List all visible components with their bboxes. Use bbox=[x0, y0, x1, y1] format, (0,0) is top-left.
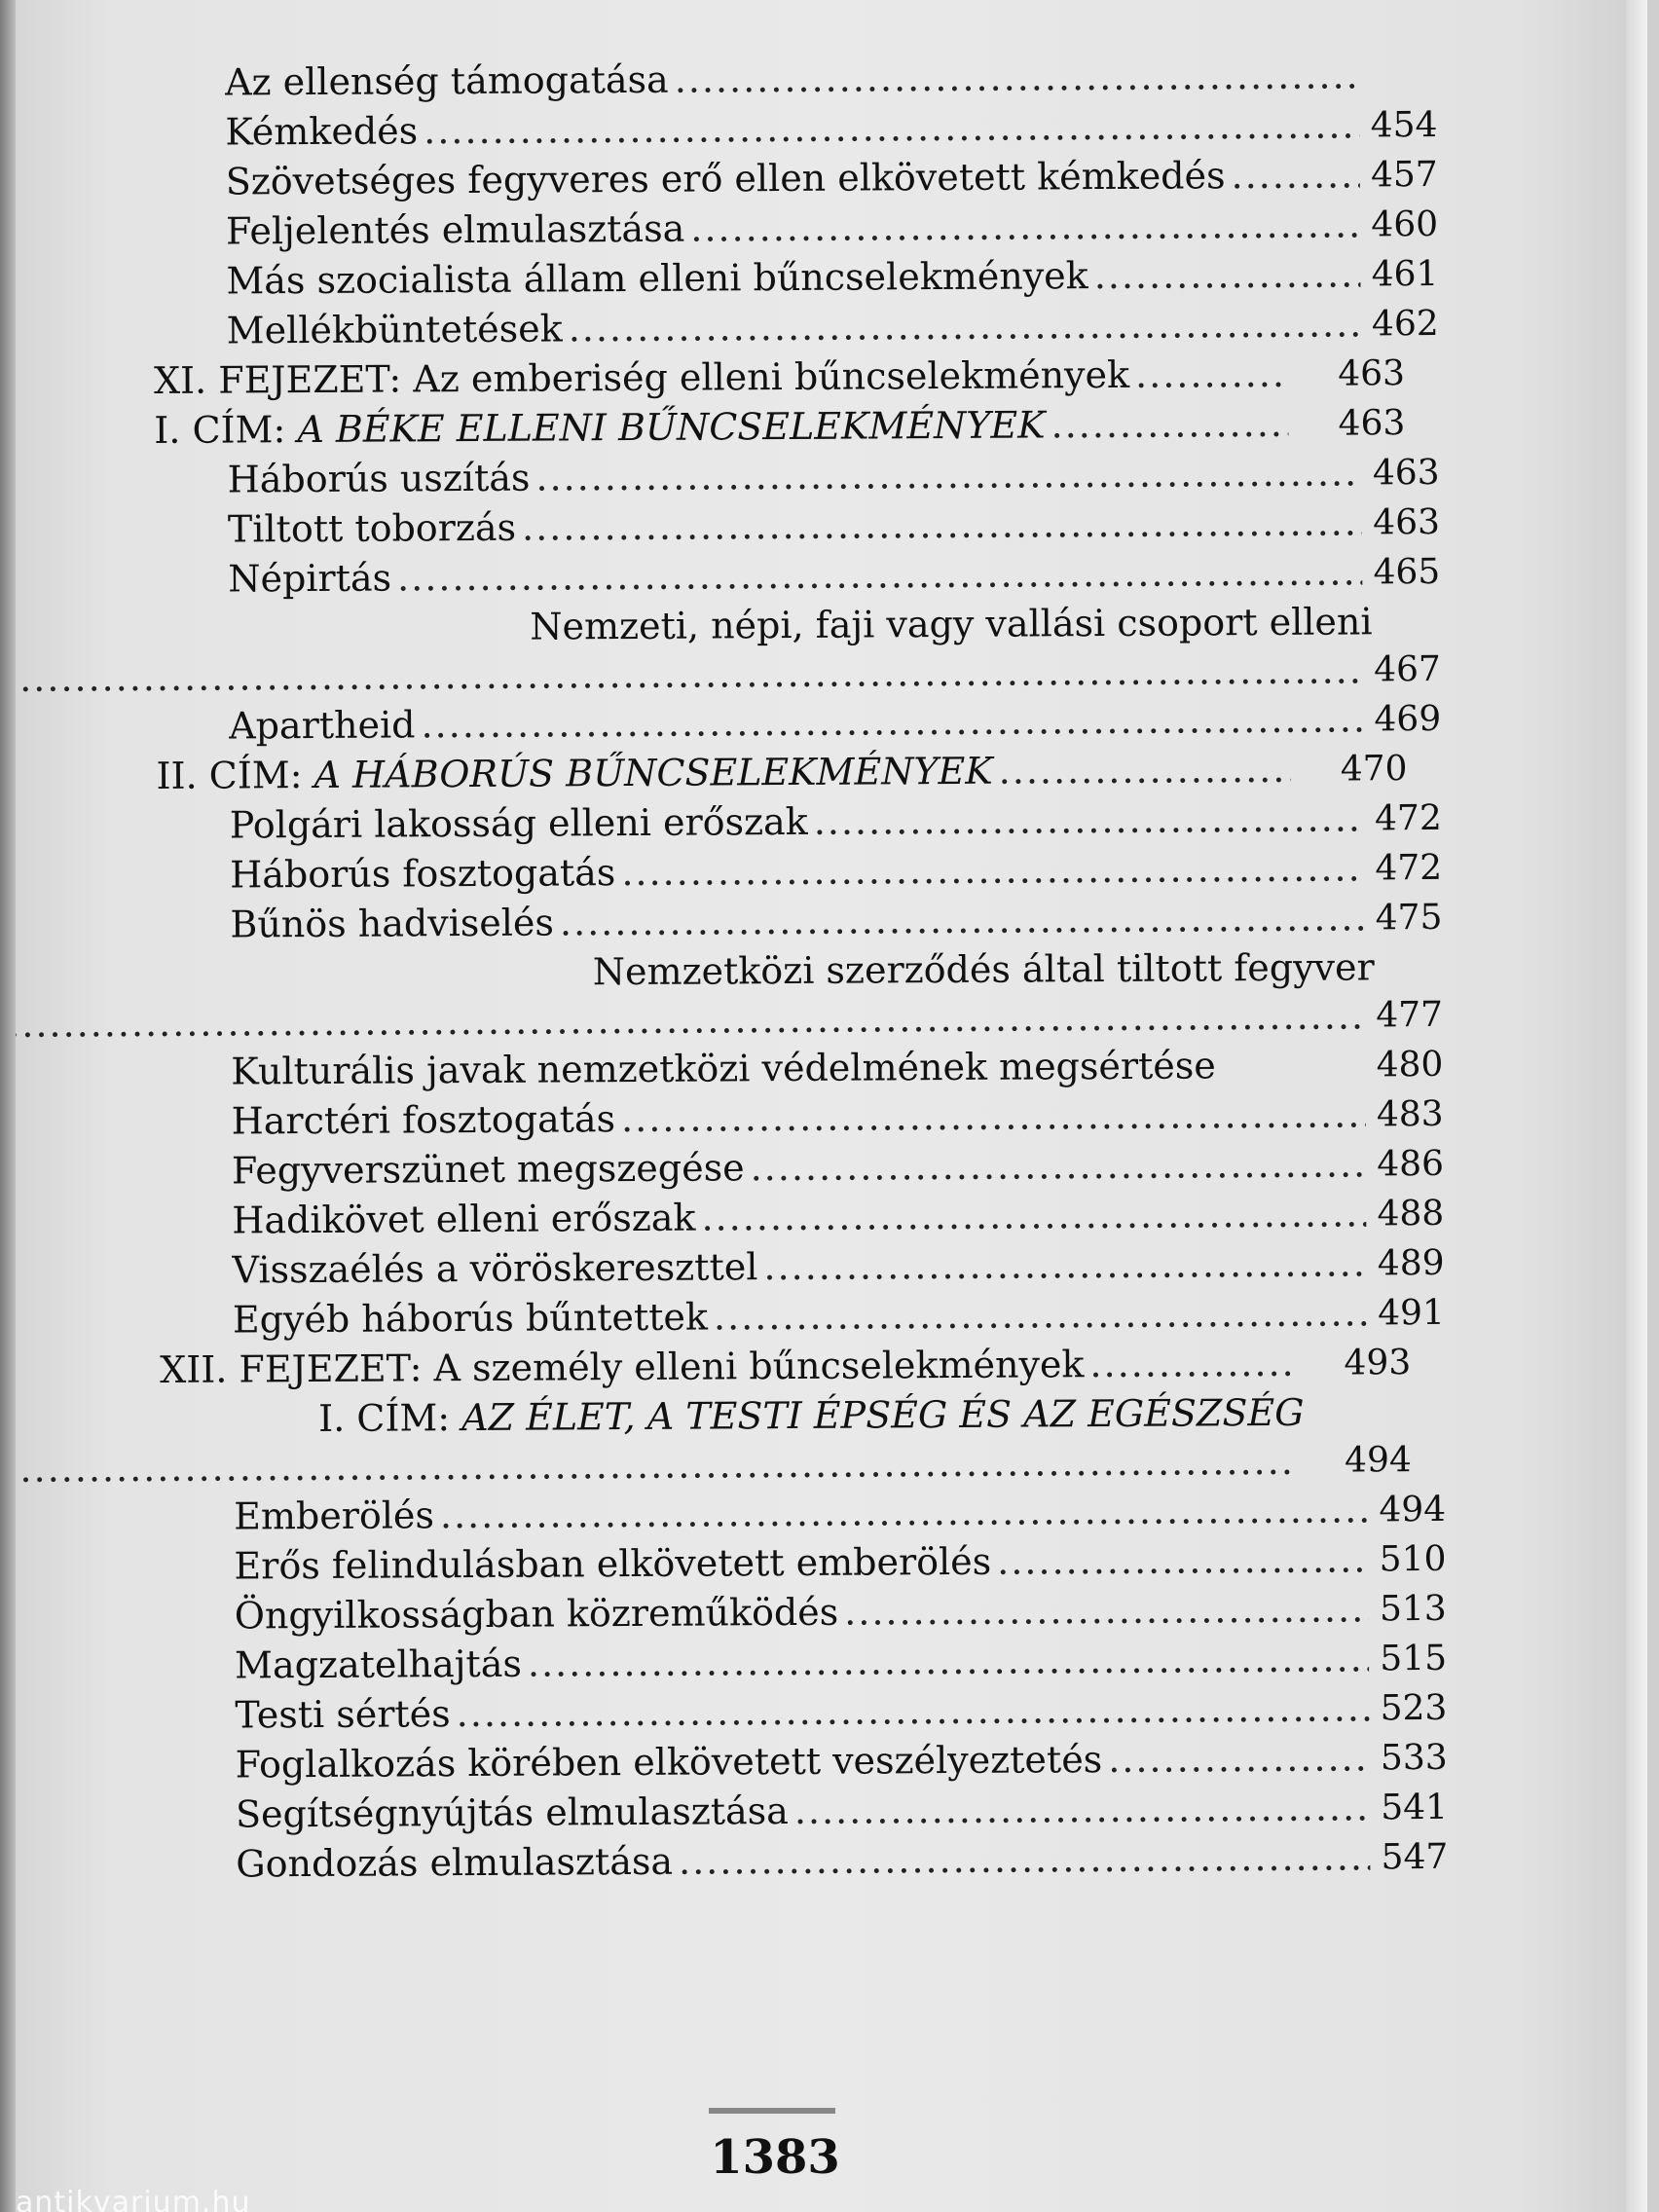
toc-entry: Háborús fosztogatás ..... 472 bbox=[157, 843, 1442, 901]
toc-entry: Harctéri fosztogatás ..... 483 bbox=[159, 1089, 1444, 1147]
toc-entry: Kulturális javak nemzetközi védelmének megsértése 480 bbox=[231, 1044, 1444, 1093]
toc-entry: Nemzetközi szerződés által tiltott fegyver ..... 477 bbox=[158, 942, 1444, 1048]
toc-entry: Gondozás elmulasztása ..... 547 bbox=[163, 1832, 1448, 1890]
toc-entry: Öngyilkosságban közreműködés ..... 513 bbox=[162, 1584, 1447, 1641]
toc-entry: Fegyverszünet megszegése ..... 486 bbox=[159, 1139, 1444, 1197]
toc-entry: Más szocialista állam elleni bűncselekmények ..... 461 bbox=[153, 249, 1438, 307]
toc-section-heading: II. CÍM: A HÁBORÚS BŰNCSELEKMÉNYEK ..... 470 bbox=[156, 744, 1441, 801]
toc-chapter-heading: XII. FEJEZET: A személy elleni bűncselekmények ..... 493 bbox=[160, 1338, 1445, 1395]
toc-entry: Apartheid ..... 469 bbox=[156, 694, 1441, 752]
book-page bbox=[16, 0, 1647, 2212]
toc-chapter-heading: XI. FEJEZET: Az emberiség elleni bűncselekmények ..... 463 bbox=[154, 349, 1439, 406]
toc-section-heading: I. CÍM: AZ ÉLET, A TESTI ÉPSÉG ÉS AZ EGÉSZSÉG ..... 494 bbox=[160, 1387, 1446, 1493]
toc-entry: Mellékbüntetések ..... 462 bbox=[154, 299, 1439, 356]
book-gutter-shadow bbox=[0, 0, 16, 2212]
toc-entry: Nemzeti, népi, faji vagy vallási csoport elleni ..... 467 bbox=[155, 597, 1441, 702]
page-number: 1383 bbox=[710, 2130, 840, 2185]
toc-entry: Szövetséges fegyveres erő ellen elkövetett kémkedés ..... 457 bbox=[153, 150, 1438, 207]
toc-entry: Hadikövet elleni erőszak ..... 488 bbox=[159, 1189, 1444, 1246]
toc-entry: Háborús uszítás ..... 463 bbox=[154, 448, 1439, 505]
toc-entry: Egyéb háborús bűntettek ..... 491 bbox=[160, 1288, 1445, 1346]
toc-entry: Bűnös hadviselés ..... 475 bbox=[157, 893, 1442, 950]
toc-entry: Erős felindulásban elkövetett emberölés ..... 510 bbox=[161, 1534, 1446, 1592]
toc-entry: Visszaélés a vöröskereszttel ..... 489 bbox=[159, 1238, 1444, 1296]
table-of-contents bbox=[152, 51, 1448, 1890]
toc-entry: Segítségnyújtás elmulasztása ..... 541 bbox=[163, 1783, 1448, 1840]
toc-entry: Kémkedés ..... 454 bbox=[152, 100, 1437, 158]
toc-section-heading: I. CÍM: A BÉKE ELLENI BŰNCSELEKMÉNYEK ..... 463 bbox=[154, 398, 1439, 456]
toc-entry: Az ellenség támogatása ..... bbox=[152, 51, 1437, 108]
toc-entry: Tiltott toborzás ..... 463 bbox=[155, 498, 1440, 555]
toc-entry: Magzatelhajtás ..... 515 bbox=[162, 1634, 1447, 1691]
toc-entry: Polgári lakosság elleni erőszak ..... 472 bbox=[157, 793, 1442, 851]
toc-entry: Foglalkozás körében elkövetett veszélyeztetés ..... 533 bbox=[163, 1733, 1448, 1790]
page-edge bbox=[1626, 0, 1647, 2212]
toc-entry: Feljelentés elmulasztása ..... 460 bbox=[153, 200, 1438, 257]
watermark: antikvarium.hu bbox=[16, 2186, 251, 2212]
folio-rule bbox=[709, 2108, 835, 2114]
toc-entry: Emberölés ..... 494 bbox=[161, 1485, 1446, 1542]
toc-entry: Népirtás ..... 465 bbox=[155, 547, 1440, 605]
toc-entry: Testi sértés ..... 523 bbox=[162, 1683, 1447, 1741]
